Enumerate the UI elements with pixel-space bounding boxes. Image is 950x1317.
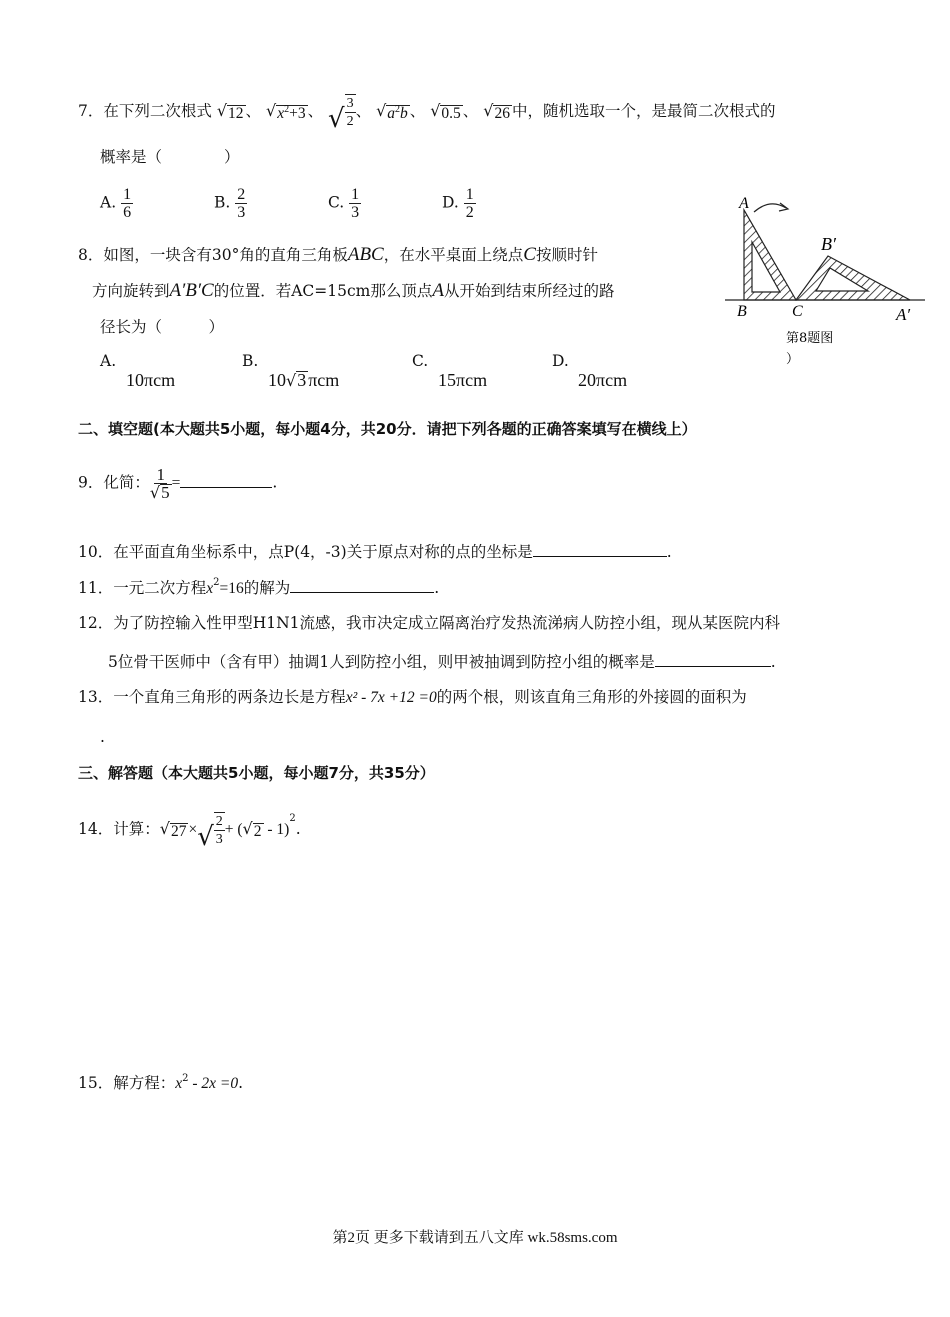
q14-radical-2: 2: [253, 823, 262, 840]
label-a: A: [739, 195, 749, 212]
q8-text-e: 的位置．若AC=15cm那么顶点: [213, 282, 433, 300]
q14: 14．计算： √ 27 × √ $\frac{2}{3}$ + ( √ 2 - 1)$^2$.: [78, 813, 301, 852]
sep: 、: [245, 102, 262, 120]
option-value: 15πcm: [438, 370, 488, 390]
r5-value: 0.5: [441, 105, 461, 122]
option-label: A.: [100, 193, 117, 212]
q8-point-a: A: [432, 280, 444, 301]
q14-end: .: [295, 820, 301, 838]
q8-text-a: 8．如图，一块含有30°角的直角三角板: [78, 246, 348, 264]
q8-line3: 径长为（ ）: [100, 318, 225, 336]
q13-end: .: [100, 728, 105, 746]
q8-option-a: [100, 352, 175, 391]
q11: [78, 576, 439, 600]
radical-x2-plus-3: √ $x^2+3$: [265, 101, 306, 122]
q10: [78, 540, 672, 563]
option-radical: 3: [297, 370, 307, 390]
q12-text: 5位骨干医师中（含有甲）抽调1人到防控小组，则甲被抽调到防控小组的概率是: [108, 653, 655, 671]
label-a-prime: A′: [896, 305, 911, 324]
radical-26: √ 26: [483, 101, 510, 122]
figure-caption-paren: ）: [786, 352, 800, 367]
frac-num: 1: [465, 186, 474, 203]
frac-num: 2: [237, 186, 246, 203]
q9-radical: 5: [161, 483, 170, 502]
q9-end: .: [272, 473, 278, 492]
sep: 、: [409, 102, 426, 120]
r4-var-b: b: [400, 105, 408, 122]
q14-frac-den: 3: [215, 832, 223, 847]
page-footer: 第2页 更多下载请到五八文库 wk.58sms.com: [332, 1230, 618, 1246]
frac-den: 3: [351, 204, 360, 221]
option-label: B.: [242, 352, 259, 370]
q11-end: .: [434, 579, 440, 597]
label-c: C: [792, 303, 803, 320]
section-2-heading: 二、填空题(本大题共5小题，每小题4分，共20分．请把下列各题的正确答案填写在横线上）: [78, 420, 697, 438]
option-label: B.: [214, 193, 231, 212]
option-pre: 10: [268, 370, 286, 390]
r2-var: x: [277, 105, 285, 122]
q11-equation: =16: [219, 580, 244, 597]
frac-den: 3: [237, 204, 246, 221]
q15-text: 15．解方程：: [78, 1074, 176, 1092]
q15-equation: - 2x =0: [188, 1075, 239, 1092]
q8-text-c: 按顺时针: [535, 246, 598, 264]
label-b: B: [737, 303, 747, 320]
q7-option-d: [442, 186, 476, 221]
q13-equation: x² - 7x +12 =0: [345, 689, 437, 706]
option-label: D.: [552, 352, 569, 370]
radical-3-over-2: √ $\frac{3}{2}$: [328, 96, 354, 134]
q7-option-b: [214, 186, 247, 221]
q13-text: 13．一个直角三角形的两条边长是方程: [78, 688, 346, 706]
radical-12: √ 12: [216, 101, 244, 122]
q11-answer-blank[interactable]: [290, 576, 434, 593]
q14-sup: 2: [289, 813, 296, 824]
q14-times: ×: [188, 821, 198, 838]
q8-text-d: 方向旋转到: [92, 282, 170, 300]
option-value: 20πcm: [578, 370, 628, 390]
q9: 9．化简： 1 √ 5 = .: [78, 465, 278, 502]
triangle-abc-prime: [796, 256, 910, 300]
option-label: A.: [100, 352, 117, 370]
q8-option-d: [552, 352, 627, 391]
q8-figure: [720, 190, 930, 370]
q7-line2: 概率是（ ）: [100, 148, 240, 166]
q7-prefix: 在下列二次根式: [103, 102, 212, 120]
q10-answer-blank[interactable]: [533, 540, 667, 557]
q14-text: 14．计算：: [78, 820, 160, 838]
q15: [78, 1072, 243, 1095]
q7-line1: [78, 94, 776, 134]
frac-den: 2: [465, 204, 474, 221]
q10-text: 10．在平面直角坐标系中，点P(4，-3)关于原点对称的点的坐标是: [78, 543, 533, 561]
q8-line1: [78, 244, 598, 266]
q7-number: 7．: [78, 102, 104, 120]
q10-end: .: [666, 543, 672, 561]
q12-line1: 12．为了防控输入性甲型H1N1流感，我市决定成立隔离治疗发热流涕病人防控小组，现从某医院内科: [78, 614, 781, 632]
q12-end: .: [770, 653, 776, 671]
q13: [78, 686, 747, 709]
frac-num: 1: [123, 186, 132, 203]
q8-abc: ABC: [347, 244, 384, 265]
q14-tail: - 1): [263, 821, 290, 838]
q7-option-a: [100, 186, 133, 221]
r6-value: 26: [494, 105, 510, 122]
q15-sup: 2: [182, 1073, 189, 1084]
radical-0-5: √ 0.5: [430, 101, 461, 122]
radical-a2b: √ $a^2b$: [376, 101, 408, 122]
q12-answer-blank[interactable]: [655, 650, 771, 667]
frac-num: 1: [351, 186, 360, 203]
q14-mid: + (: [224, 821, 243, 838]
triangle-abc: [744, 210, 796, 300]
q11-var: x: [206, 580, 214, 597]
r3-num: 3: [346, 96, 354, 111]
q8-text-b: ，在水平桌面上绕点: [383, 246, 524, 264]
q15-var: x: [175, 1075, 183, 1092]
q8-text-f: 从开始到结束所经过的路: [443, 282, 615, 300]
label-b-prime: B′: [821, 234, 836, 254]
option-label: C.: [328, 193, 345, 212]
r4-var: a: [387, 105, 396, 122]
option-value: 10πcm: [126, 370, 176, 390]
radical-12-value: 12: [228, 105, 244, 122]
q14-frac-num: 2: [215, 814, 223, 829]
q9-text: 9．化简：: [78, 473, 150, 492]
q15-end: .: [238, 1074, 244, 1092]
q9-answer-blank[interactable]: [180, 471, 272, 488]
sep: 、: [307, 102, 324, 120]
section-3-heading: 三、解答题（本大题共5小题，每小题7分，共35分）: [78, 764, 435, 782]
q13-post: 的两个根，则该直角三角形的外接圆的面积为: [436, 688, 747, 706]
q8-option-b: B. 10√3 πcm: [242, 352, 340, 390]
q11-text: 11．一元二次方程: [78, 579, 207, 597]
q9-num: 1: [156, 465, 165, 484]
r3-den: 2: [346, 114, 354, 129]
q8-abc-prime: A′B′C: [169, 280, 214, 301]
figure-caption: 第8题图: [786, 331, 834, 346]
q8-point-c: C: [523, 244, 536, 265]
option-label: D.: [442, 193, 459, 212]
q14-radical-27: 27: [170, 823, 187, 840]
q11-post: 的解为: [243, 579, 291, 597]
frac-den: 6: [123, 204, 132, 221]
q12-line2: [108, 650, 776, 673]
r4-sup: 2: [395, 104, 401, 115]
q8-line2: [92, 280, 615, 302]
q7-suffix: 中，随机选取一个，是最简二次根式的: [511, 102, 776, 120]
option-label: C.: [412, 352, 429, 370]
q9-equals: =: [171, 474, 181, 492]
sep: 、: [462, 102, 479, 120]
option-post: πcm: [308, 370, 340, 390]
q8-option-c: [412, 352, 487, 391]
sep: 、: [355, 102, 372, 120]
q7-option-c: [328, 186, 361, 221]
r2-sup: 2: [284, 104, 290, 115]
q11-sup: 2: [213, 577, 220, 588]
r2-rest: +3: [289, 105, 306, 122]
